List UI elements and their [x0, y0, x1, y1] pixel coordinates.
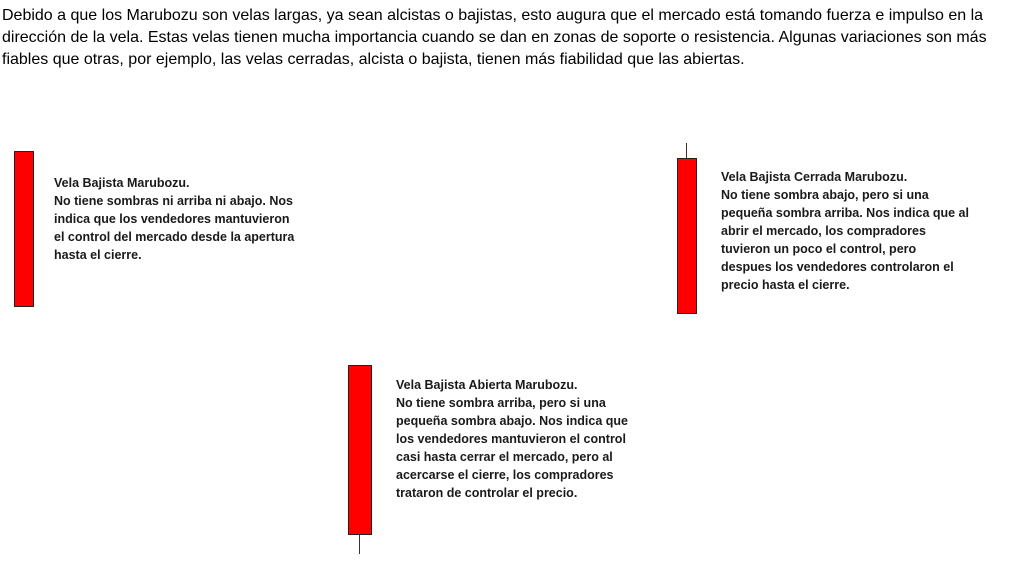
caption-cerrada	[721, 168, 969, 294]
caption-abierta	[396, 376, 628, 502]
candle-body-cerrada	[677, 158, 697, 314]
caption-line: acercarse el cierre, los compradores	[396, 468, 614, 482]
intro-paragraph: Debido a que los Marubozu son velas largas, ya sean alcistas o bajistas, esto augura que el mercado está tomando fuerza e impulso en la dirección de la vela. Estas velas tienen mucha importancia cuando se dan en zonas de soporte o resistencia. Algunas variaciones son más fiables que otras, por ejemplo, las velas cerradas, alcista o bajista, tienen más fiabilidad que las abiertas.	[2, 7, 987, 68]
caption-line: No tiene sombras ni arriba ni abajo. Nos	[54, 194, 293, 208]
caption-line: precio hasta el cierre.	[721, 278, 850, 292]
caption-line: los vendedores mantuvieron el control	[396, 432, 626, 446]
caption-line: pequeña sombra arriba. Nos indica que al	[721, 206, 969, 220]
caption-line: tuvieron un poco el control, pero	[721, 242, 917, 256]
caption-line: trataron de controlar el precio.	[396, 486, 578, 500]
upper-shadow-cerrada	[686, 143, 687, 159]
caption-title-marubozu: Vela Bajista Marubozu.	[54, 176, 190, 190]
caption-line: abrir el mercado, los compradores	[721, 224, 926, 238]
lower-shadow-abierta	[359, 534, 360, 554]
caption-line: el control del mercado desde la apertura	[54, 230, 295, 244]
caption-line: despues los vendedores controlaron el	[721, 260, 954, 274]
caption-line: No tiene sombra abajo, pero si una	[721, 188, 929, 202]
caption-line: indica que los vendedores mantuvieron	[54, 212, 290, 226]
caption-title-abierta: Vela Bajista Abierta Marubozu.	[396, 378, 578, 392]
caption-marubozu	[54, 174, 294, 264]
caption-title-cerrada: Vela Bajista Cerrada Marubozu.	[721, 170, 908, 184]
candle-body-abierta	[348, 365, 372, 535]
caption-line: hasta el cierre.	[54, 248, 142, 262]
caption-line: No tiene sombra arriba, pero si una	[396, 396, 606, 410]
caption-line: pequeña sombra abajo. Nos indica que	[396, 414, 628, 428]
candle-body-marubozu	[14, 151, 34, 307]
caption-line: casi hasta cerrar el mercado, pero al	[396, 450, 613, 464]
